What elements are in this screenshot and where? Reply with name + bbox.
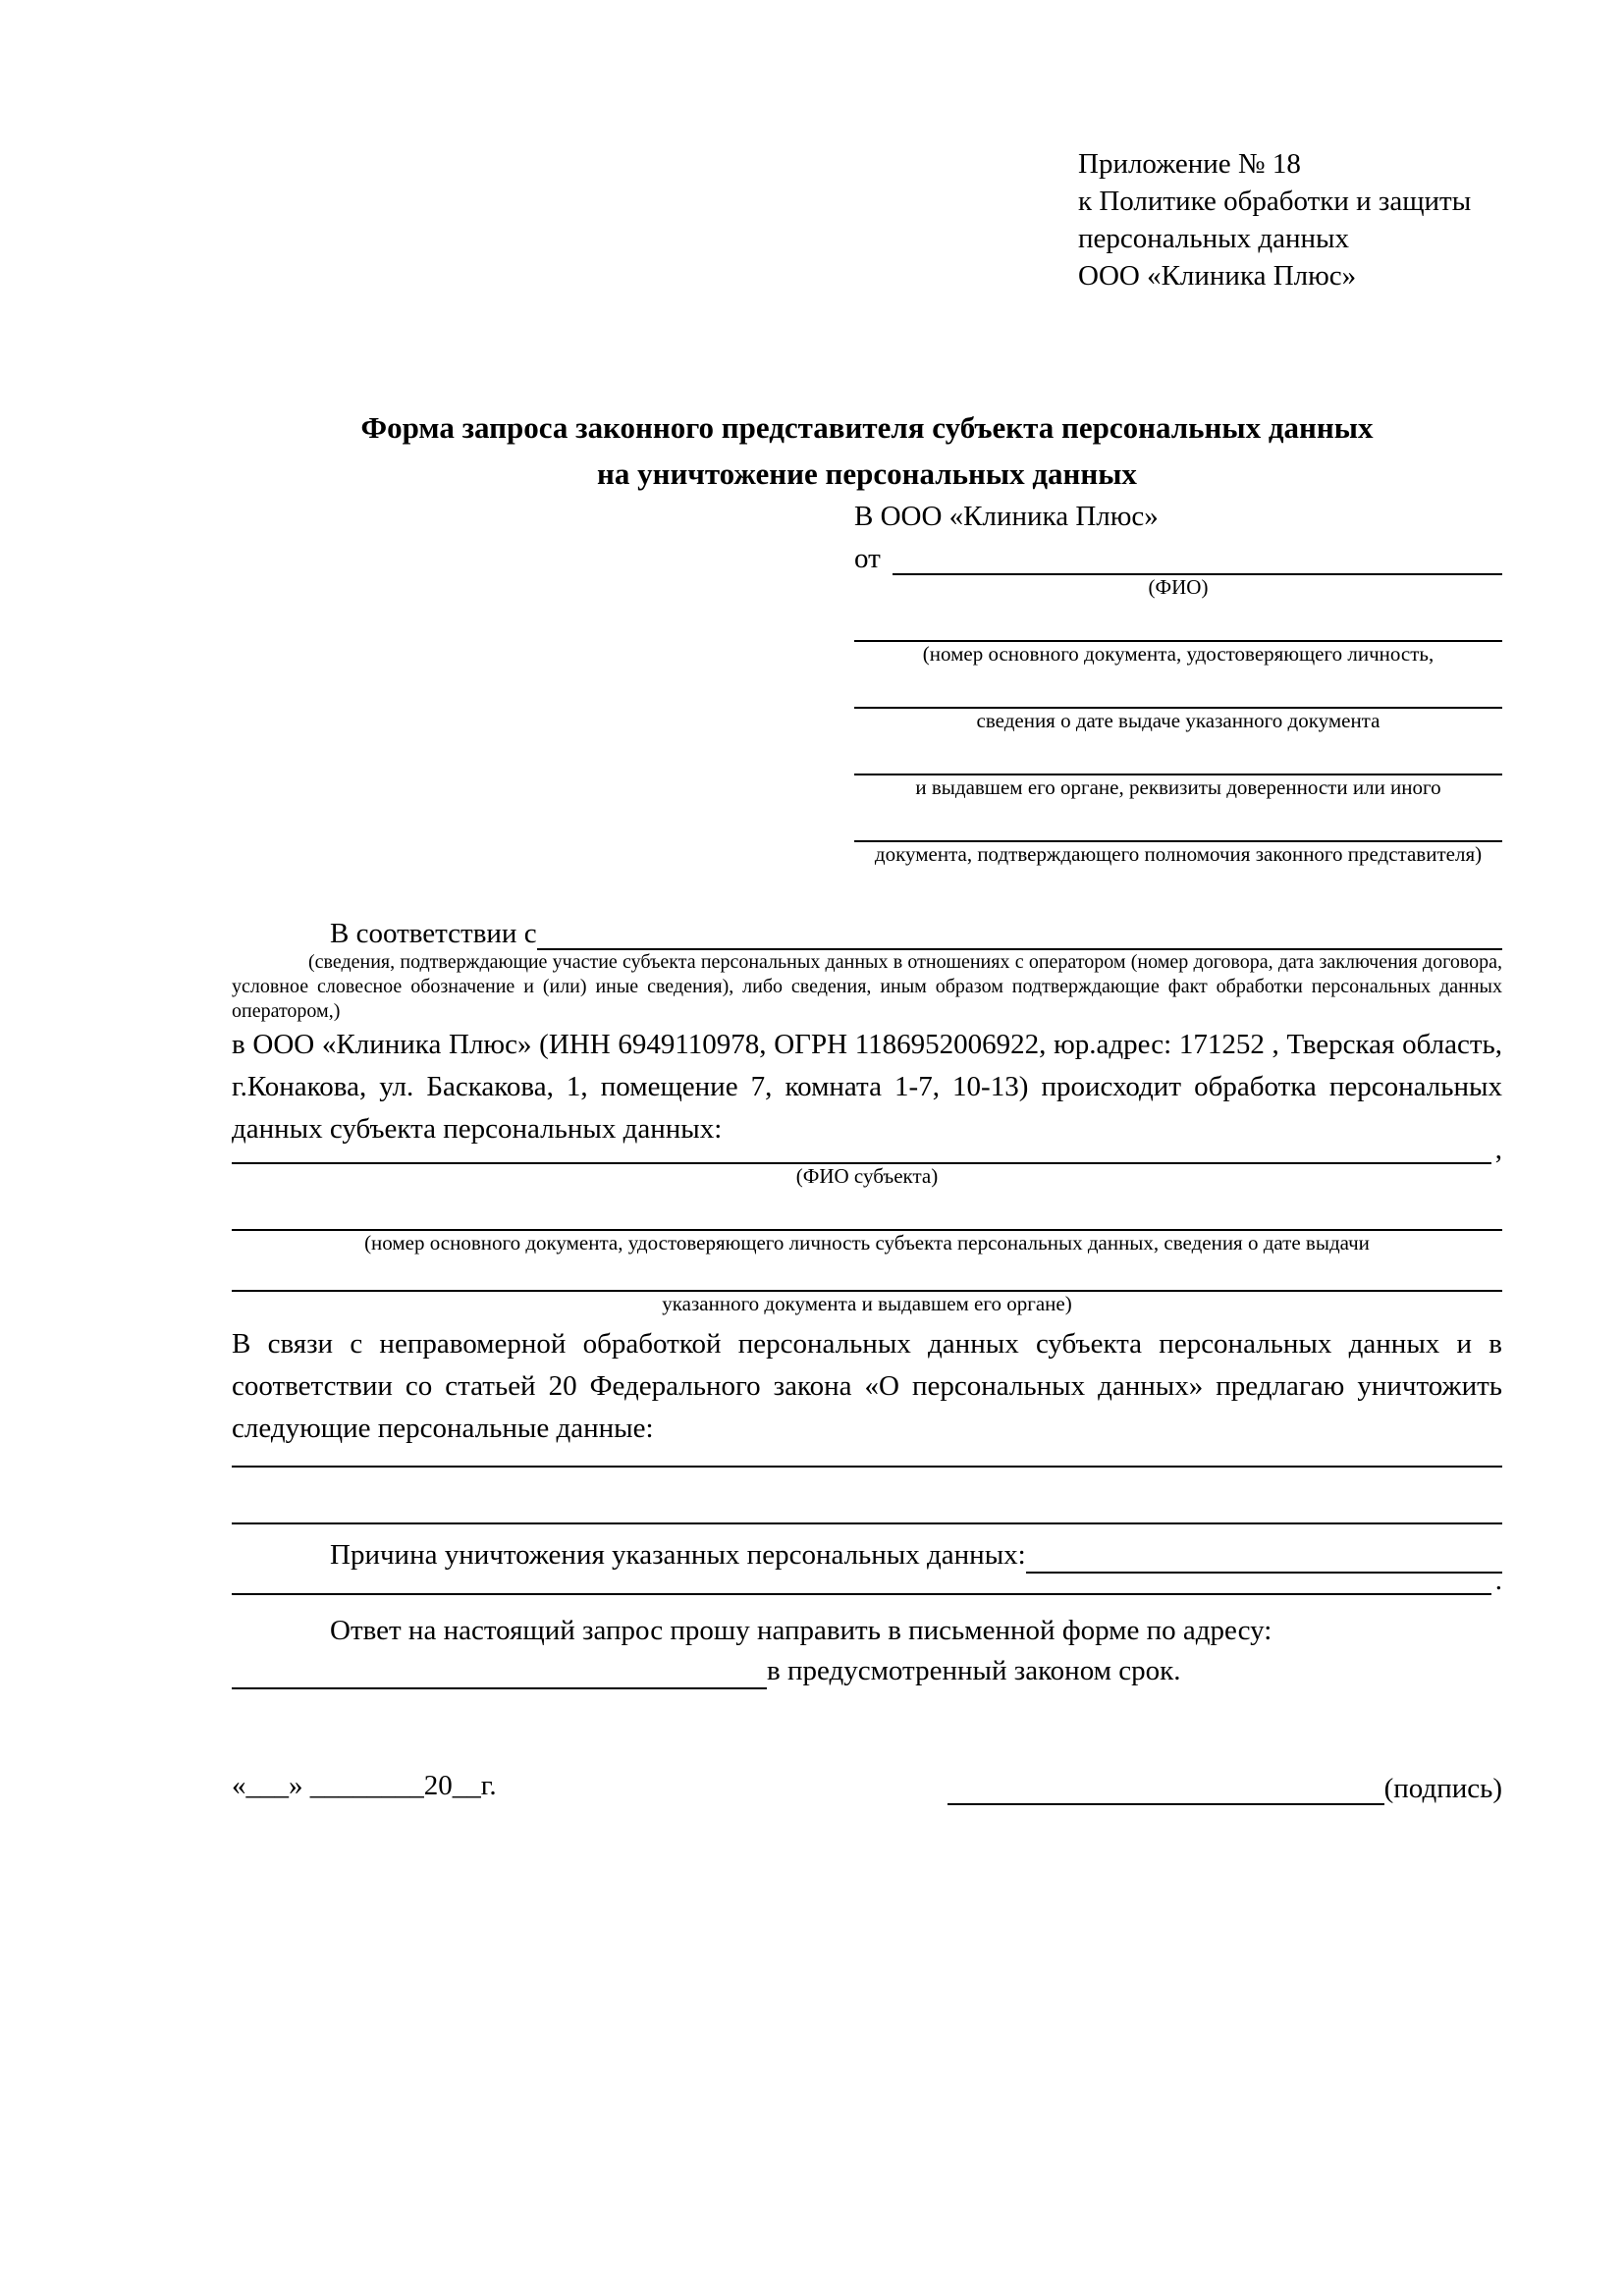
blank-line — [232, 1468, 1502, 1524]
reply-address-field — [232, 1652, 1502, 1689]
blank-caption: и выдавшем его органе, реквизиты доверенности или иного — [915, 775, 1441, 799]
blank-line — [947, 1803, 1384, 1805]
blank-line — [232, 1652, 767, 1689]
footer — [232, 1766, 1502, 1805]
operator-paragraph: в ООО «Клиника Плюс» (ИНН 6949110978, ОГРН 1186952006922, юр.адрес: 171252 , Тверская область, г.Конакова, ул. Баскакова, 1, помещение 7, комната 1-7, 10-13) происходит обработка персональных данных субъекта персональных данных: — [232, 1029, 1502, 1145]
reason-label: Причина уничтожения указанных персональных данных: — [330, 1539, 1026, 1571]
form-title-line: Форма запроса законного представителя субъекта персональных данных — [360, 410, 1374, 445]
blank-caption: сведения о дате выдаче указанного документа — [976, 709, 1380, 732]
form-title-line: на уничтожение персональных данных — [597, 456, 1137, 491]
blank-line — [854, 750, 1502, 775]
accordance-note: (сведения, подтверждающие участие субъекта персональных данных в отношениях с оператором (номер договора, дата заключения договора, условное словесное обозначение и (или) иные сведения), либо сведения, иным образом подтверждающие факт обработки персональных данных оператором,) — [232, 951, 1502, 1022]
blank-line — [232, 1450, 1502, 1468]
blank-line — [854, 817, 1502, 842]
date-line: «___» ________20__г. — [232, 1770, 497, 1801]
reply-paragraph: Ответ на настоящий запрос прошу направить в письменной форме по адресу: — [330, 1615, 1272, 1646]
blank-line — [1026, 1572, 1502, 1574]
form-title — [232, 404, 1502, 497]
subject-doc-caption: (номер основного документа, удостоверяющего личность субъекта персональных данных, сведения о дате выдачи — [364, 1231, 1370, 1255]
accordance-field — [232, 917, 1502, 950]
trailing-comma: , — [1494, 1134, 1502, 1165]
blank-line — [854, 683, 1502, 709]
signature-field — [947, 1772, 1502, 1805]
appendix-line: к Политике обработки и защиты — [1078, 186, 1472, 217]
blank-line — [232, 1207, 1502, 1231]
blank-line — [232, 1593, 1491, 1595]
subject-fio-field — [232, 1134, 1502, 1165]
demand-paragraph: В связи с неправомерной обработкой персональных данных субъекта персональных данных и в соответствии со статьей 20 Федерального закона «О персональных данных» предлагаю уничтожить следующие персональные данные: — [232, 1328, 1502, 1444]
appendix-note — [1078, 145, 1502, 294]
subject-fio-caption: (ФИО субъекта) — [795, 1164, 939, 1188]
reason-field — [232, 1536, 1502, 1574]
appendix-line: ООО «Клиника Плюс» — [1078, 260, 1357, 292]
blank-line — [232, 1268, 1502, 1292]
reason-continuation-field — [232, 1565, 1502, 1596]
from-field — [854, 536, 1502, 575]
signature-caption: (подпись) — [1383, 1773, 1502, 1804]
blank-line — [854, 616, 1502, 642]
trailing-period: . — [1494, 1565, 1502, 1596]
fio-caption: (ФИО) — [1148, 575, 1209, 599]
from-label: от — [854, 543, 881, 574]
blank-caption: (номер основного документа, удостоверяющего личность, — [922, 642, 1435, 666]
accordance-prefix: В соответствии с — [330, 918, 537, 949]
addressee-organization: В ООО «Клиника Плюс» — [854, 501, 1159, 532]
reply-tail: в предусмотренный законом срок. — [767, 1655, 1181, 1686]
appendix-line: персональных данных — [1078, 223, 1350, 254]
subject-doc-caption: указанного документа и выдавшем его органе) — [662, 1292, 1072, 1315]
form-body — [232, 917, 1502, 1805]
addressee-block — [854, 497, 1502, 866]
blank-caption: документа, подтверждающего полномочия законного представителя) — [874, 842, 1483, 866]
appendix-line: Приложение № 18 — [1078, 148, 1301, 180]
